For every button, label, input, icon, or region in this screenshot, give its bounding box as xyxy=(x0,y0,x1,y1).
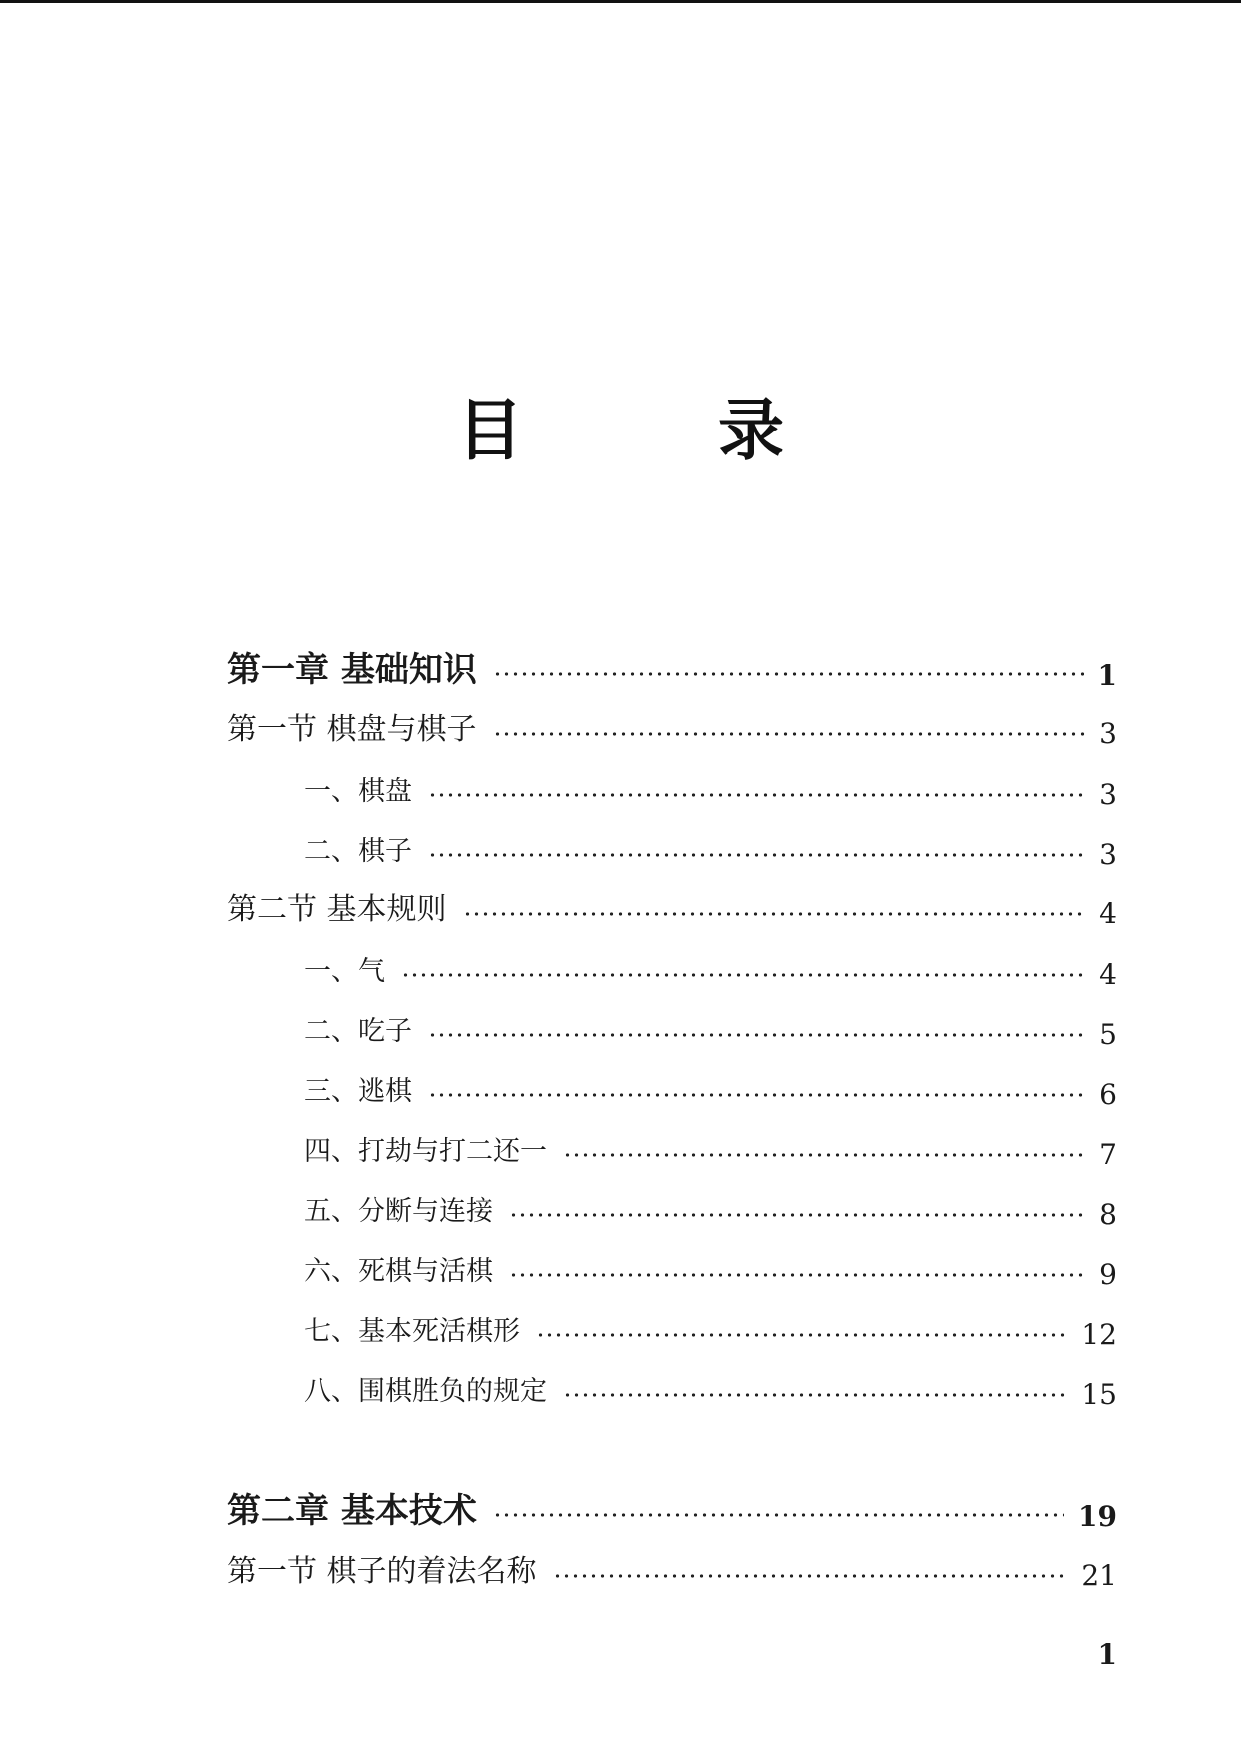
toc-entry-label: 第二节 基本规则 xyxy=(227,892,447,927)
toc-entry-page: 3 xyxy=(1099,717,1117,750)
toc-entry-page: 8 xyxy=(1099,1198,1117,1231)
toc-entry-page: 4 xyxy=(1099,897,1117,930)
dot-leader xyxy=(428,852,1085,858)
dot-leader xyxy=(428,1092,1085,1098)
toc-entry-item[interactable] xyxy=(304,1311,1117,1351)
toc-entry-item[interactable] xyxy=(304,1011,1117,1051)
toc-entry-page: 7 xyxy=(1099,1138,1117,1171)
toc-entry-label: 三、逃棋 xyxy=(304,1076,412,1107)
dot-leader xyxy=(536,1332,1067,1338)
toc-entry-label: 四、打劫与打二还一 xyxy=(304,1136,547,1167)
toc-entry-label: 七、基本死活棋形 xyxy=(304,1316,520,1347)
toc-entry-page: 4 xyxy=(1099,958,1117,991)
toc-entry-section[interactable] xyxy=(227,710,1117,750)
toc-entry-label: 第一节 棋盘与棋子 xyxy=(227,712,477,747)
dot-leader xyxy=(509,1272,1085,1278)
toc-entry-item[interactable] xyxy=(304,1251,1117,1291)
dot-leader xyxy=(493,671,1084,677)
toc-entry-item[interactable] xyxy=(304,951,1117,991)
dot-leader xyxy=(509,1212,1085,1218)
dot-leader xyxy=(428,792,1085,798)
toc-entry-page: 19 xyxy=(1078,1500,1117,1533)
toc-entry-chapter[interactable] xyxy=(227,1491,1117,1531)
toc-entry-section[interactable] xyxy=(227,890,1117,930)
toc-entry-page: 5 xyxy=(1099,1018,1117,1051)
toc-entry-item[interactable] xyxy=(304,1191,1117,1231)
toc-entry-page: 12 xyxy=(1081,1318,1117,1351)
dot-leader xyxy=(563,1392,1067,1398)
toc-entry-section[interactable] xyxy=(227,1552,1117,1592)
dot-leader xyxy=(428,1032,1085,1038)
dot-leader xyxy=(463,911,1085,917)
toc-entry-chapter[interactable] xyxy=(227,650,1117,690)
toc-entry-item[interactable] xyxy=(304,1371,1117,1411)
dot-leader xyxy=(553,1573,1068,1579)
toc-entry-label: 二、吃子 xyxy=(304,1016,412,1047)
page-title: 目 录 xyxy=(457,392,870,469)
toc-entry-label: 第二章 基本技术 xyxy=(227,1491,477,1531)
dot-leader xyxy=(401,972,1085,978)
toc-entry-page: 3 xyxy=(1099,838,1117,871)
toc-entry-label: 一、气 xyxy=(304,956,385,987)
toc-entry-label: 一、棋盘 xyxy=(304,776,412,807)
toc-entry-page: 6 xyxy=(1099,1078,1117,1111)
toc-entry-page: 21 xyxy=(1081,1559,1117,1592)
toc-entry-page: 1 xyxy=(1097,659,1117,692)
toc-entry-page: 3 xyxy=(1099,778,1117,811)
toc-entry-label: 二、棋子 xyxy=(304,836,412,867)
dot-leader xyxy=(493,1512,1064,1518)
toc-entry-page: 9 xyxy=(1099,1258,1117,1291)
toc-entry-item[interactable] xyxy=(304,1131,1117,1171)
toc-entry-label: 八、围棋胜负的规定 xyxy=(304,1376,547,1407)
toc-entry-label: 六、死棋与活棋 xyxy=(304,1256,493,1287)
toc-entry-item[interactable] xyxy=(304,831,1117,871)
page-number: 1 xyxy=(1097,1638,1117,1671)
toc-entry-page: 15 xyxy=(1081,1378,1117,1411)
toc-entry-label: 五、分断与连接 xyxy=(304,1196,493,1227)
toc-entry-label: 第一节 棋子的着法名称 xyxy=(227,1554,537,1589)
dot-leader xyxy=(493,731,1085,737)
toc-entry-item[interactable] xyxy=(304,771,1117,811)
toc-entry-item[interactable] xyxy=(304,1071,1117,1111)
toc-entry-label: 第一章 基础知识 xyxy=(227,650,477,690)
dot-leader xyxy=(563,1152,1085,1158)
